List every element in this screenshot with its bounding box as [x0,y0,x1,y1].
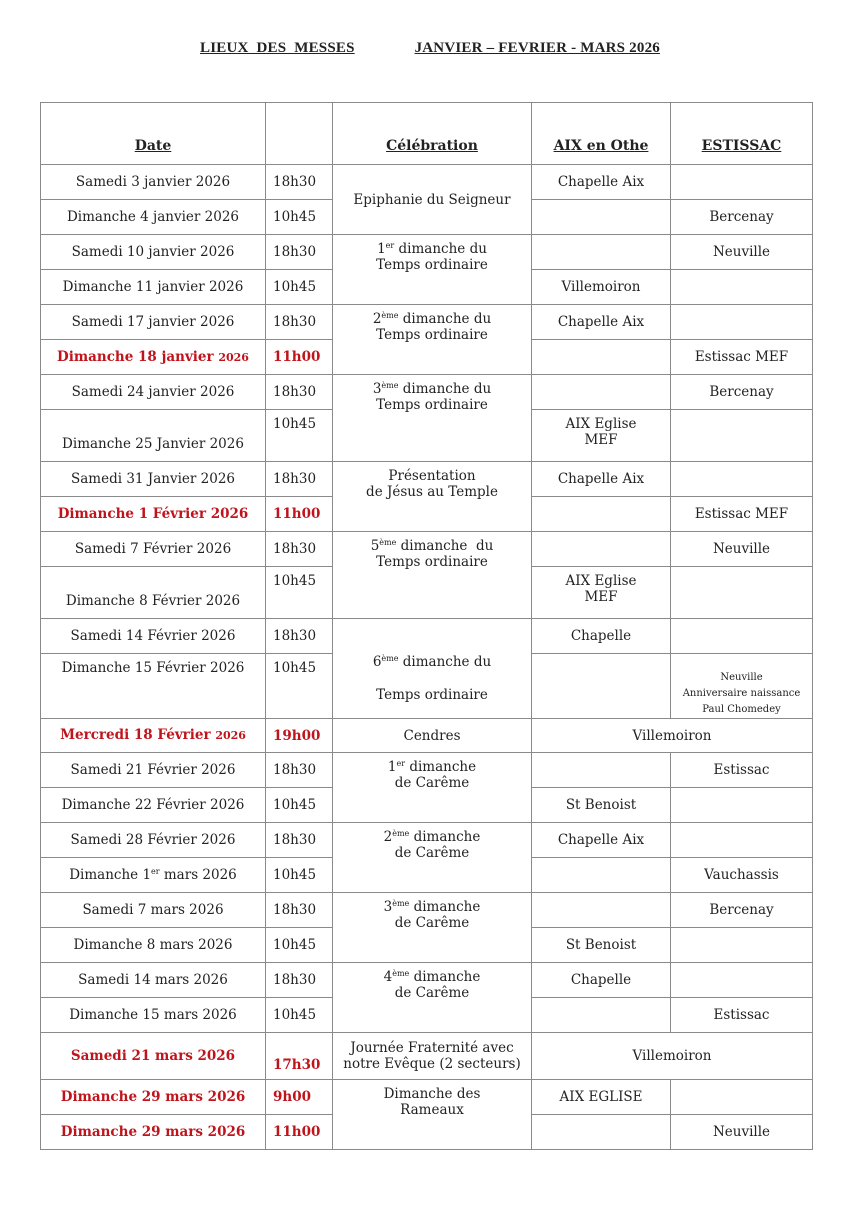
estissac-cell: Bercenay [671,200,813,235]
celebration-cell: Présentation de Jésus au Temple [333,462,532,532]
time-cell: 18h30 [266,823,333,858]
time-cell: 18h30 [266,963,333,998]
celebration-cell: 6ème dimanche du Temps ordinaire [333,619,532,719]
estissac-cell: Neuville [671,235,813,270]
date-cell: Samedi 24 janvier 2026 [41,375,266,410]
date-cell: Samedi 21 Février 2026 [41,753,266,788]
aix-cell [532,340,671,375]
document-title [0,40,860,57]
date-cell: Samedi 14 mars 2026 [41,963,266,998]
header-celebration: Célébration [333,103,532,165]
time-cell: 18h30 [266,305,333,340]
aix-cell [532,375,671,410]
date-cell: Dimanche 22 Février 2026 [41,788,266,823]
date-cell: Dimanche 8 mars 2026 [41,928,266,963]
estissac-cell [671,305,813,340]
estissac-cell: Bercenay [671,893,813,928]
table-row [41,165,813,200]
estissac-cell [671,165,813,200]
aix-cell: Villemoiron [532,270,671,305]
time-cell: 10h45 [266,788,333,823]
time-cell: 10h45 [266,928,333,963]
celebration-cell: 2ème dimanche de Carême [333,823,532,893]
date-cell: Samedi 14 Février 2026 [41,619,266,654]
time-cell: 9h00 [266,1080,333,1115]
time-cell: 11h00 [266,1115,333,1150]
celebration-cell: 4ème dimanche de Carême [333,963,532,1033]
table-row [41,532,813,567]
date-cell: Dimanche 29 mars 2026 [41,1080,266,1115]
date-cell: Dimanche 18 janvier 2026 [41,340,266,375]
celebration-cell: Epiphanie du Seigneur [333,165,532,235]
estissac-cell: Vauchassis [671,858,813,893]
time-cell: 18h30 [266,375,333,410]
header-time [266,103,333,165]
estissac-cell: Neuville [671,532,813,567]
estissac-cell: Bercenay [671,375,813,410]
aix-cell: Chapelle [532,963,671,998]
time-cell: 10h45 [266,410,333,462]
date-cell: Samedi 31 Janvier 2026 [41,462,266,497]
estissac-cell: Estissac [671,753,813,788]
table-header-row [41,103,813,165]
time-cell: 17h30 [266,1033,333,1080]
aix-cell: Chapelle Aix [532,823,671,858]
time-cell: 11h00 [266,340,333,375]
celebration-cell: 3ème dimanche du Temps ordinaire [333,375,532,462]
merged-location-cell: Villemoiron [532,1033,813,1080]
time-cell: 10h45 [266,200,333,235]
header-aix-en-othe: AIX en Othe [532,103,671,165]
date-cell: Dimanche 4 janvier 2026 [41,200,266,235]
table-row [41,963,813,998]
date-cell: Samedi 21 mars 2026 [41,1033,266,1080]
celebration-cell: 2ème dimanche du Temps ordinaire [333,305,532,375]
aix-cell [532,998,671,1033]
mass-schedule-table [40,102,813,1150]
table-row [41,462,813,497]
date-cell: Samedi 7 Février 2026 [41,532,266,567]
celebration-cell: Dimanche des Rameaux [333,1080,532,1150]
date-cell: Samedi 7 mars 2026 [41,893,266,928]
estissac-cell [671,410,813,462]
estissac-cell: Estissac MEF [671,340,813,375]
aix-cell: Chapelle Aix [532,462,671,497]
aix-cell: St Benoist [532,788,671,823]
estissac-cell [671,823,813,858]
date-cell: Dimanche 15 Février 2026 [41,654,266,719]
table-row [41,375,813,410]
time-cell: 10h45 [266,858,333,893]
table-row [41,305,813,340]
aix-cell [532,893,671,928]
aix-cell: AIX EGLISE [532,1080,671,1115]
time-cell: 18h30 [266,893,333,928]
date-cell: Dimanche 25 Janvier 2026 [41,410,266,462]
time-cell: 10h45 [266,567,333,619]
title-masses-locations: LIEUX DES MESSES [200,40,355,56]
date-cell: Samedi 17 janvier 2026 [41,305,266,340]
table-row [41,893,813,928]
aix-cell: Chapelle Aix [532,305,671,340]
time-cell: 18h30 [266,619,333,654]
estissac-cell: Estissac MEF [671,497,813,532]
aix-cell: AIX Eglise MEF [532,567,671,619]
aix-cell: Chapelle Aix [532,165,671,200]
date-cell: Dimanche 1 Février 2026 [41,497,266,532]
time-cell: 10h45 [266,270,333,305]
date-cell: Mercredi 18 Février 2026 [41,719,266,753]
aix-cell [532,532,671,567]
date-cell: Samedi 28 Février 2026 [41,823,266,858]
time-cell: 18h30 [266,235,333,270]
aix-cell [532,654,671,719]
table-row [41,619,813,654]
celebration-cell: Journée Fraternité avec notre Evêque (2 secteurs) [333,1033,532,1080]
time-cell: 18h30 [266,462,333,497]
time-cell: 11h00 [266,497,333,532]
time-cell: 10h45 [266,998,333,1033]
aix-cell [532,200,671,235]
date-cell: Samedi 3 janvier 2026 [41,165,266,200]
time-cell: 18h30 [266,753,333,788]
aix-cell [532,858,671,893]
table-row [41,753,813,788]
aix-cell: St Benoist [532,928,671,963]
header-date: Date [41,103,266,165]
celebration-cell: 5ème dimanche du Temps ordinaire [333,532,532,619]
estissac-cell [671,788,813,823]
merged-location-cell: Villemoiron [532,719,813,753]
table-row-highlighted [41,719,813,753]
header-estissac: ESTISSAC [671,103,813,165]
celebration-cell: 1er dimanche de Carême [333,753,532,823]
table-row [41,235,813,270]
aix-cell [532,235,671,270]
aix-cell: Chapelle [532,619,671,654]
time-cell: 19h00 [266,719,333,753]
table-row-highlighted [41,1033,813,1080]
table-row [41,823,813,858]
date-cell: Dimanche 29 mars 2026 [41,1115,266,1150]
aix-cell [532,497,671,532]
estissac-cell [671,567,813,619]
estissac-cell: Estissac [671,998,813,1033]
estissac-cell [671,619,813,654]
aix-cell: AIX Eglise MEF [532,410,671,462]
estissac-cell: Neuville Anniversaire naissance Paul Chomedey [671,654,813,719]
aix-cell [532,1115,671,1150]
date-cell: Dimanche 1er mars 2026 [41,858,266,893]
estissac-cell [671,963,813,998]
celebration-cell: Cendres [333,719,532,753]
time-cell: 18h30 [266,532,333,567]
estissac-cell [671,462,813,497]
date-cell: Dimanche 8 Février 2026 [41,567,266,619]
estissac-cell [671,270,813,305]
time-cell: 10h45 [266,654,333,719]
title-period: JANVIER – FEVRIER - MARS 2026 [414,40,660,56]
date-cell: Dimanche 11 janvier 2026 [41,270,266,305]
estissac-cell: Neuville [671,1115,813,1150]
date-cell: Dimanche 15 mars 2026 [41,998,266,1033]
aix-cell [532,753,671,788]
celebration-cell: 1er dimanche du Temps ordinaire [333,235,532,305]
celebration-cell: 3ème dimanche de Carême [333,893,532,963]
time-cell: 18h30 [266,165,333,200]
estissac-cell [671,928,813,963]
date-cell: Samedi 10 janvier 2026 [41,235,266,270]
table-row-highlighted [41,1080,813,1115]
estissac-cell [671,1080,813,1115]
